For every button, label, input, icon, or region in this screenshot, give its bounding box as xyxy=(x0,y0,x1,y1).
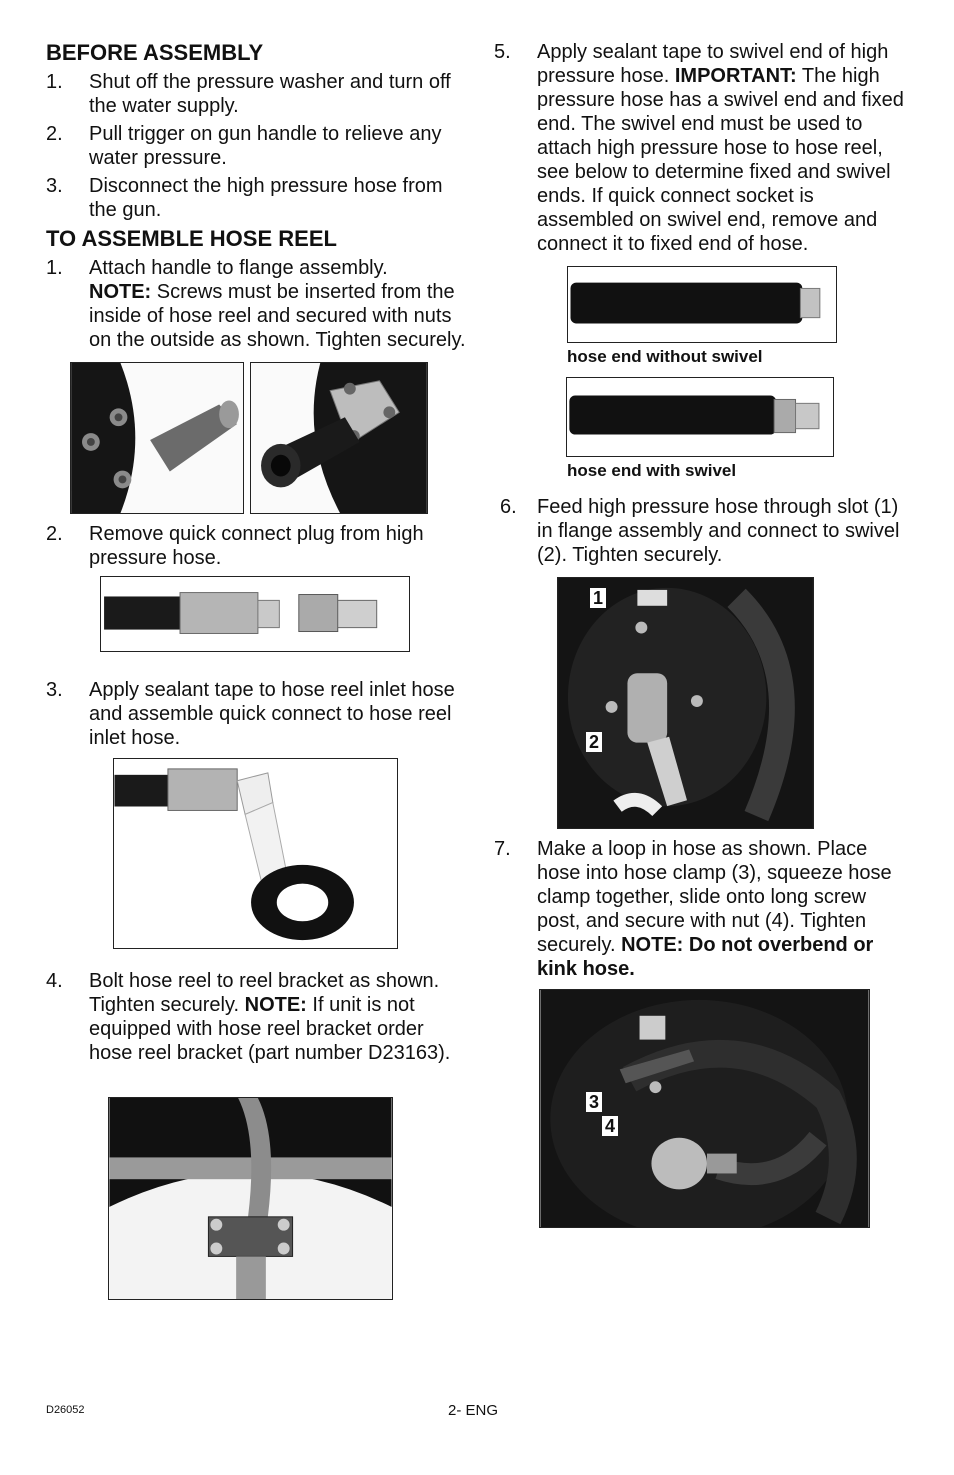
swivel-connection-image xyxy=(558,578,813,828)
callout-4: 4 xyxy=(602,1116,618,1136)
quick-connect-plug-image xyxy=(101,577,409,651)
assemble-step-5: 5. Apply sealant tape to swivel end of high pressure hose. IMPORTANT: The high pressure hose has a swivel end and fixed end. The swivel end must be used to attach high pressure hose to hose reel, see below to determine fixed and swivel ends. If quick connect socket is assembled on swivel end, remove and connect it to fixed end of hose. xyxy=(494,41,904,255)
reel-bracket-image xyxy=(109,1098,392,1299)
document-code: D26052 xyxy=(46,1404,85,1416)
right-column xyxy=(494,40,914,1228)
before-step-3: 3. Disconnect the high pressure hose from the gun. xyxy=(46,175,443,221)
caption-with-swivel: hose end with swivel xyxy=(567,461,737,480)
callout-2: 2 xyxy=(586,732,602,752)
handle-inside-image xyxy=(71,363,243,513)
sealant-tape-image xyxy=(114,759,397,948)
assemble-step-6: 6. Feed high pressure hose through slot (1) in flange assembly and connect to swivel (2). Tighten securely. xyxy=(500,496,900,566)
page-number: 2- ENG xyxy=(448,1402,499,1419)
hose-without-swivel-image xyxy=(568,267,836,342)
handle-photos xyxy=(70,362,466,514)
heading-before-assembly: BEFORE ASSEMBLY xyxy=(46,40,264,65)
handle-photo-inside xyxy=(70,362,244,514)
hose-with-swivel-image xyxy=(567,378,833,456)
left-column xyxy=(46,40,466,1300)
assemble-step-4: 4. Bolt hose reel to reel bracket as shown. Tighten securely. NOTE: If unit is not equipped with hose reel bracket order hose reel bracket (part number D23163). xyxy=(46,970,451,1064)
quick-connect-plug-photo xyxy=(100,576,410,652)
assemble-step-3: 3. Apply sealant tape to hose reel inlet hose and assemble quick connect to hose reel inlet hose. xyxy=(46,679,455,749)
hose-with-swivel-photo xyxy=(566,377,834,457)
callout-1: 1 xyxy=(590,588,606,608)
handle-photo-outside xyxy=(250,362,428,514)
handle-outside-image xyxy=(251,363,427,513)
swivel-connection-photo xyxy=(557,577,814,829)
assemble-step-2: 2. Remove quick connect plug from high pressure hose. xyxy=(46,523,424,569)
assemble-step-1: 1. Attach handle to flange assembly. NOTE: Screws must be inserted from the inside of hose reel and secured with nuts on the outside as shown. Tighten securely. xyxy=(46,257,466,351)
sealant-tape-photo xyxy=(113,758,398,949)
hose-loop-clamp-photo xyxy=(539,989,870,1228)
before-step-2: 2. Pull trigger on gun handle to relieve any water pressure. xyxy=(46,123,442,169)
hose-without-swivel-photo xyxy=(567,266,837,343)
heading-assemble-hose-reel: TO ASSEMBLE HOSE REEL xyxy=(46,226,337,251)
callout-3: 3 xyxy=(586,1092,602,1112)
reel-bracket-photo xyxy=(108,1097,393,1300)
before-step-1: 1. Shut off the pressure washer and turn off the water supply. xyxy=(46,71,451,117)
assemble-step-7: 7. Make a loop in hose as shown. Place hose into hose clamp (3), squeeze hose clamp together, slide onto long screw post, and secure with nut (4). Tighten securely. NOTE: Do not overbend or kink hose. xyxy=(494,838,892,980)
caption-without-swivel: hose end without swivel xyxy=(567,347,763,366)
